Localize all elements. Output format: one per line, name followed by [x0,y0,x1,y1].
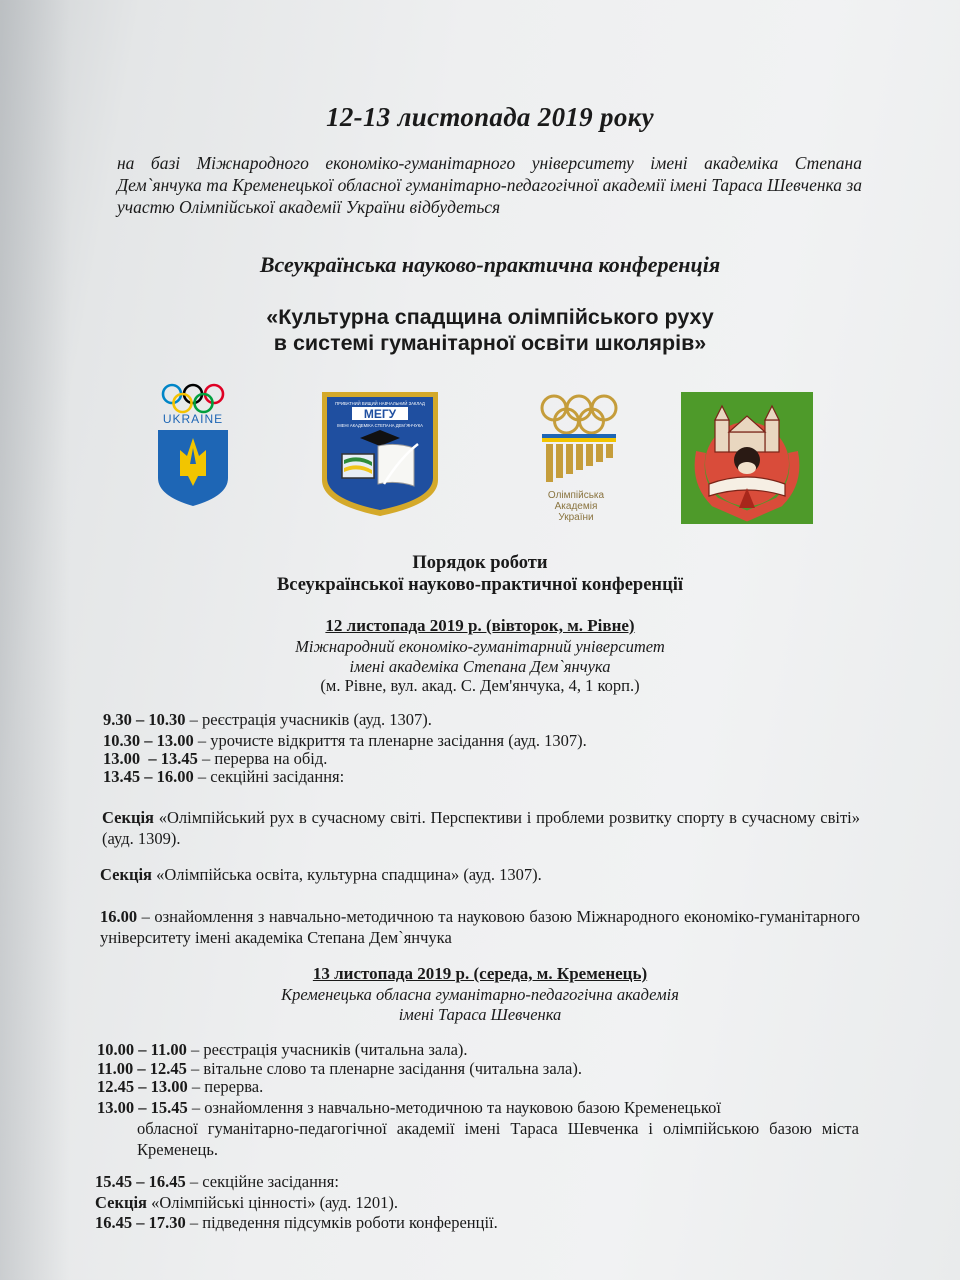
day1-section1 [102,807,860,849]
olympic-rings-icon [163,385,223,412]
schedule-row [103,710,432,730]
schedule-text: – реєстрація учасників (читальна зала). [186,1040,468,1059]
day2-section [95,1193,398,1213]
pan-flute-icon [546,444,613,482]
schedule-time: 15.45 – 16.45 [95,1172,186,1191]
day1-address: (м. Рівне, вул. акад. С. Дем'янчука, 4, 1 корп.) [320,676,640,695]
schedule-time: 16.45 – 17.30 [95,1213,186,1232]
section-label: Секція [95,1193,147,1212]
schedule-time: 12.45 – 13.00 [97,1077,188,1096]
schedule-text: – секційні засідання: [193,767,345,786]
schedule-text: – перерва на обід. [197,749,328,768]
day2-venue [0,985,960,1025]
program-title [0,552,960,596]
intro-paragraph: на базі Міжнародного економіко-гуманітарного університету імені академіка Степана Дем`янчука та Кременецької обласної гуманітарно-педагогічної академії імені Тараса Шевченка за участю Олімпійської академії України відбудеться [117,153,862,217]
day1-venue [0,637,960,677]
schedule-time: 9.30 – 10.30 [103,710,186,729]
conference-title [0,304,960,356]
day1-venue-line1: Міжнародний економіко-гуманітарний університет [295,637,665,656]
megu-sub-text: ІМЕНІ АКАДЕМІКА СТЕПАНА ДЕМ`ЯНЧУКА [337,423,423,428]
schedule-row [103,749,327,769]
noc-ukraine-logo [150,378,236,508]
day2-tour-item [97,1097,859,1160]
schedule-time: 10.00 – 11.00 [97,1040,187,1059]
section-text: «Олімпійська освіта, культурна спадщина» (ауд. 1307). [151,865,542,884]
section-label: Секція [102,808,154,827]
schedule-text: – ознайомлення з навчально-методичною та науковою базою Міжнародного економіко-гуманітарного університету імені академіка Степана Дем`янчука [100,907,860,947]
schedule-text: – секційне засідання: [185,1172,339,1191]
schedule-text: – урочисте відкриття та пленарне засідання (ауд. 1307). [193,731,587,750]
schedule-row [97,1059,582,1079]
conference-type: Всеукраїнська науково-практична конференція [259,252,721,277]
conference-title-line2: в системі гуманітарної освіти школярів» [273,331,707,355]
olympic-rings-gold-icon [542,396,616,433]
day1-venue-line2: імені академіка Степана Дем`янчука [349,657,611,676]
academy-line3: України [558,512,594,523]
schedule-text: – ознайомлення з навчально-методичною та науковою базою Кременецької [187,1098,721,1117]
schedule-row [95,1213,498,1233]
schedule-text: – підведення підсумків роботи конференції. [185,1213,498,1232]
program-title-line1: Порядок роботи [412,553,548,573]
section-label: Секція [100,865,152,884]
megu-label: МЕГУ [363,407,397,421]
schedule-row [97,1040,468,1060]
day1-final-item [100,906,860,948]
kremenets-academy-logo [681,392,813,524]
schedule-text: – перерва. [187,1077,264,1096]
program-title-line2: Всеукраїнської науково-практичної конференції [276,575,684,595]
academy-line1: Олімпійська [547,490,605,501]
schedule-text: – вітальне слово та пленарне засідання (читальна зала). [186,1059,582,1078]
schedule-row [103,731,587,751]
academy-line2: Академія [554,501,598,512]
megu-top-text: ПРИВАТНИЙ ВИЩИЙ НАВЧАЛЬНИЙ ЗАКЛАД [335,401,425,406]
olympic-academy-logo [530,388,630,524]
day1-heading: 12 листопада 2019 р. (вівторок, м. Рівне) [325,616,635,635]
schedule-time: 16.00 [100,907,138,926]
schedule-time: 13.45 – 16.00 [103,767,194,786]
schedule-row [103,767,344,787]
tour-rest-text: обласної гуманітарно-педагогічної академії імені Тараса Шевченка і олімпійською базою міста Кременець. [137,1119,859,1159]
day2-venue-line1: Кременецька обласна гуманітарно-педагогічна академія [281,985,679,1004]
schedule-time: 13.00 – 13.45 [103,749,198,768]
day2-venue-line2: імені Тараса Шевченка [398,1005,562,1024]
ukraine-label: UKRAINE [162,412,224,426]
schedule-row [95,1172,339,1192]
section-text: «Олімпійський рух в сучасному світі. Перспективи і проблеми розвитку спорту в сучасному світі» (ауд. 1309). [102,808,860,848]
schedule-time: 13.00 – 15.45 [97,1098,188,1117]
schedule-time: 10.30 – 13.00 [103,731,194,750]
megu-logo [318,388,442,520]
schedule-row [97,1077,263,1097]
schedule-time: 11.00 – 12.45 [97,1059,187,1078]
day2-heading: 13 листопада 2019 р. (середа, м. Кременець) [312,964,648,983]
day1-section2 [100,864,858,885]
schedule-text: – реєстрація учасників (ауд. 1307). [185,710,432,729]
tour-first-line [97,1097,859,1118]
section-text: «Олімпійські цінності» (ауд. 1201). [146,1193,399,1212]
event-date-title: 12-13 листопада 2019 року [326,102,654,132]
conference-title-line1: «Культурна спадщина олімпійського руху [266,305,714,329]
